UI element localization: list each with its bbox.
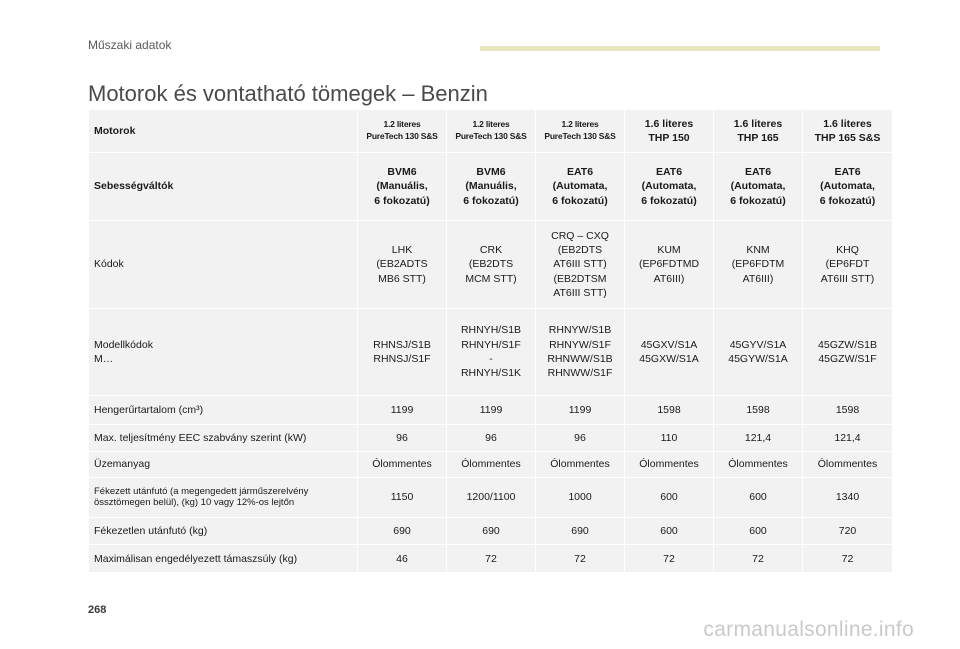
table-cell: 45GXV/S1A 45GXW/S1A <box>625 308 714 395</box>
table-cell: LHK (EB2ADTS MB6 STT) <box>358 221 447 309</box>
table-cell: 1598 <box>803 395 893 425</box>
table-cell: RHNYW/S1B RHNYW/S1F RHNWW/S1B RHNWW/S1F <box>536 308 625 395</box>
table-cell: 1598 <box>714 395 803 425</box>
table-cell: 96 <box>447 425 536 452</box>
table-cell: 1199 <box>447 395 536 425</box>
table-cell: 72 <box>625 545 714 573</box>
table-row-gearboxes <box>89 152 893 220</box>
table-cell: 1.6 literes THP 165 <box>714 110 803 153</box>
row-label-power: Max. teljesítmény EEC szabvány szerint (kW) <box>89 425 358 452</box>
table-cell: BVM6 (Manuális, 6 fokozatú) <box>358 152 447 220</box>
table-cell: KHQ (EP6FDT AT6III STT) <box>803 221 893 309</box>
table-cell: CRK (EB2DTS MCM STT) <box>447 221 536 309</box>
table-cell: 45GYV/S1A 45GYW/S1A <box>714 308 803 395</box>
table-row-fuel <box>89 451 893 478</box>
table-cell: 96 <box>358 425 447 452</box>
table-cell: 45GZW/S1B 45GZW/S1F <box>803 308 893 395</box>
table-cell: KNM (EP6FDTM AT6III) <box>714 221 803 309</box>
table-cell: EAT6 (Automata, 6 fokozatú) <box>625 152 714 220</box>
table-cell: 1.2 literes PureTech 130 S&S <box>358 110 447 153</box>
row-label-unbraked-trailer: Fékezetlen utánfutó (kg) <box>89 517 358 545</box>
table-cell: Ólommentes <box>447 451 536 478</box>
table-cell: 72 <box>714 545 803 573</box>
table-cell: Ólommentes <box>714 451 803 478</box>
table-row-unbraked-trailer <box>89 517 893 545</box>
table-cell: 600 <box>625 517 714 545</box>
table-cell: 690 <box>358 517 447 545</box>
table-cell: 1.6 literes THP 165 S&S <box>803 110 893 153</box>
table-cell: 110 <box>625 425 714 452</box>
header-divider <box>480 46 880 51</box>
table-row-power <box>89 425 893 452</box>
row-label-fuel: Üzemanyag <box>89 451 358 478</box>
table-cell: 46 <box>358 545 447 573</box>
row-label-codes: Kódok <box>89 221 358 309</box>
table-cell: 1.2 literes PureTech 130 S&S <box>536 110 625 153</box>
row-label-model-codes: Modellkódok M… <box>89 308 358 395</box>
table-cell: 121,4 <box>714 425 803 452</box>
watermark: carmanualsonline.info <box>703 618 914 641</box>
row-label-motors: Motorok <box>89 110 358 153</box>
table-row-braked-trailer <box>89 478 893 518</box>
row-label-gearboxes: Sebességváltók <box>89 152 358 220</box>
table-row-motors <box>89 110 893 153</box>
table-cell: CRQ – CXQ (EB2DTS AT6III STT) (EB2DTSM AT6III STT) <box>536 221 625 309</box>
table-cell: 1199 <box>536 395 625 425</box>
table-cell: RHNYH/S1B RHNYH/S1F - RHNYH/S1K <box>447 308 536 395</box>
page-title: Motorok és vontatható tömegek – Benzin <box>88 80 488 106</box>
table-cell: 72 <box>803 545 893 573</box>
table-cell: 1200/1100 <box>447 478 536 518</box>
row-label-braked-trailer: Fékezett utánfutó (a megengedett járműszerelvény össztömegen belül), (kg) 10 vagy 12%-os lejtőn <box>89 478 358 518</box>
table-cell: Ólommentes <box>803 451 893 478</box>
table-cell: 1340 <box>803 478 893 518</box>
table-cell: 72 <box>536 545 625 573</box>
table-cell: 1150 <box>358 478 447 518</box>
table-cell: 720 <box>803 517 893 545</box>
table-cell: 72 <box>447 545 536 573</box>
table-cell: KUM (EP6FDTMD AT6III) <box>625 221 714 309</box>
table-cell: 600 <box>714 478 803 518</box>
table-cell: 1199 <box>358 395 447 425</box>
table-cell: 1.6 literes THP 150 <box>625 110 714 153</box>
table-row-codes <box>89 221 893 309</box>
table-cell: EAT6 (Automata, 6 fokozatú) <box>803 152 893 220</box>
table-cell: Ólommentes <box>625 451 714 478</box>
specifications-table <box>88 109 893 573</box>
table-cell: 690 <box>536 517 625 545</box>
table-cell: EAT6 (Automata, 6 fokozatú) <box>536 152 625 220</box>
table-cell: 1000 <box>536 478 625 518</box>
table-cell: 600 <box>625 478 714 518</box>
table-cell: Ólommentes <box>358 451 447 478</box>
table-cell: 121,4 <box>803 425 893 452</box>
table-cell: 1.2 literes PureTech 130 S&S <box>447 110 536 153</box>
table-row-nose-weight <box>89 545 893 573</box>
table-cell: Ólommentes <box>536 451 625 478</box>
page-number: 268 <box>88 604 107 616</box>
section-label: Műszaki adatok <box>88 38 172 52</box>
table-cell: RHNSJ/S1B RHNSJ/S1F <box>358 308 447 395</box>
table-cell: 690 <box>447 517 536 545</box>
row-label-displacement: Hengerűrtartalom (cm³) <box>89 395 358 425</box>
table-row-model-codes <box>89 308 893 395</box>
row-label-nose-weight: Maximálisan engedélyezett támaszsúly (kg) <box>89 545 358 573</box>
table-row-displacement <box>89 395 893 425</box>
table-cell: 1598 <box>625 395 714 425</box>
table-cell: BVM6 (Manuális, 6 fokozatú) <box>447 152 536 220</box>
table-cell: 600 <box>714 517 803 545</box>
table-cell: 96 <box>536 425 625 452</box>
table-cell: EAT6 (Automata, 6 fokozatú) <box>714 152 803 220</box>
